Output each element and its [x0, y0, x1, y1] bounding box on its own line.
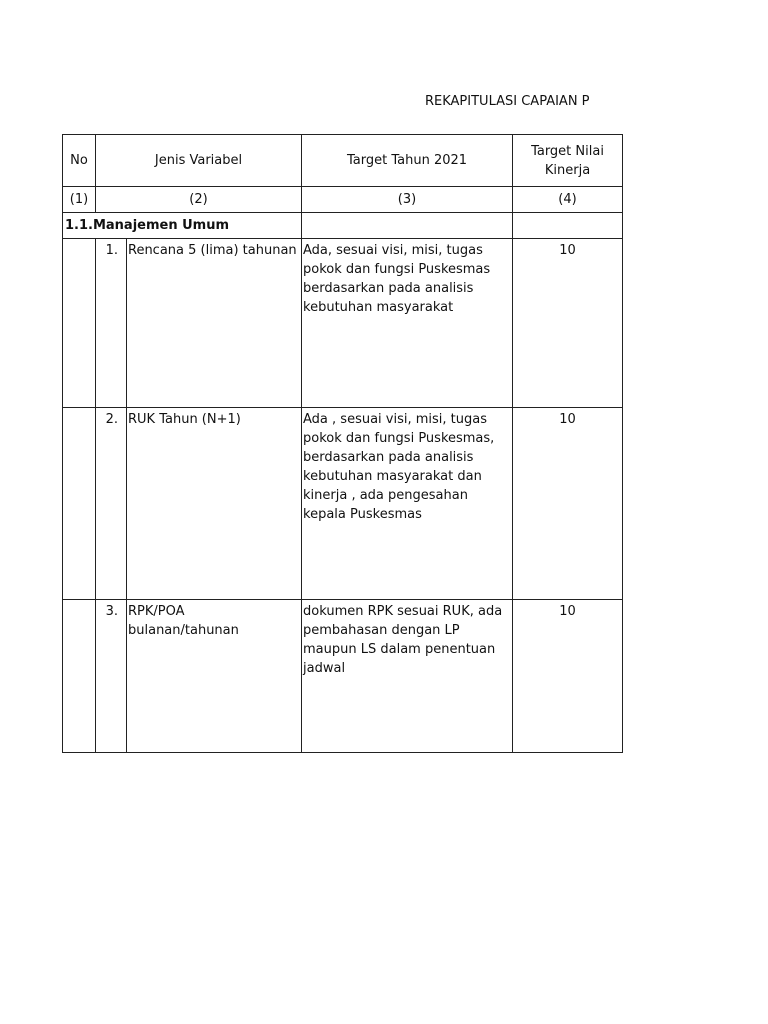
recap-table	[62, 134, 623, 753]
row-no-cell	[63, 600, 96, 753]
row-target: dokumen RPK sesuai RUK, ada pembahasan dengan LP maupun LS dalam penentuan jadwal	[302, 600, 513, 753]
section-cell	[63, 213, 302, 239]
document-title: REKAPITULASI CAPAIAN P	[425, 94, 590, 109]
section-label: 1.1.Manajemen Umum	[65, 218, 230, 233]
row-target: Ada , sesuai visi, misi, tugas pokok dan fungsi Puskesmas, berdasarkan pada analisis kebutuhan masyarakat dan kinerja , ada pengesahan kepala Puskesmas	[302, 408, 513, 600]
table-row	[63, 408, 623, 600]
section-empty-cell	[302, 213, 513, 239]
row-number: 1.	[96, 239, 127, 408]
row-score: 10	[513, 408, 623, 600]
header-target-tahun: Target Tahun 2021	[302, 135, 513, 187]
column-index-row	[63, 187, 623, 213]
row-number: 3.	[96, 600, 127, 753]
row-number: 2.	[96, 408, 127, 600]
table-header-row	[63, 135, 623, 187]
row-no-cell	[63, 239, 96, 408]
table-row	[63, 239, 623, 408]
section-row	[63, 213, 623, 239]
header-jenis-variabel: Jenis Variabel	[96, 135, 302, 187]
column-index-2: (2)	[96, 187, 302, 213]
row-target: Ada, sesuai visi, misi, tugas pokok dan fungsi Puskesmas berdasarkan pada analisis kebutuhan masyarakat	[302, 239, 513, 408]
header-target-nilai: Target Nilai Kinerja	[513, 135, 623, 187]
row-variable: Rencana 5 (lima) tahunan	[127, 239, 302, 408]
row-variable: RUK Tahun (N+1)	[127, 408, 302, 600]
column-index-4: (4)	[513, 187, 623, 213]
row-variable: RPK/POA bulanan/tahunan	[127, 600, 302, 753]
header-no: No	[63, 135, 96, 187]
row-score: 10	[513, 600, 623, 753]
row-no-cell	[63, 408, 96, 600]
table-row	[63, 600, 623, 753]
column-index-1: (1)	[63, 187, 96, 213]
section-empty-cell	[513, 213, 623, 239]
column-index-3: (3)	[302, 187, 513, 213]
row-score: 10	[513, 239, 623, 408]
